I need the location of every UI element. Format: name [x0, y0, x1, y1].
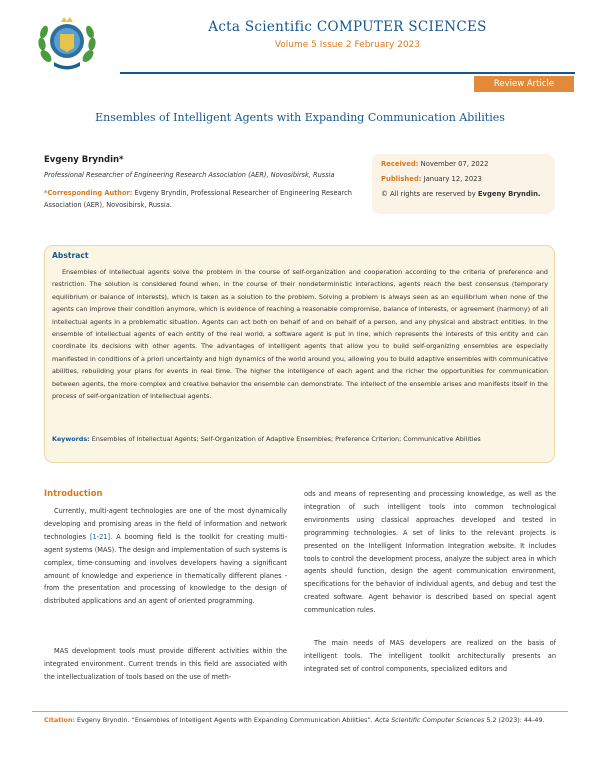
citation-text: Evgeny Bryndin. “Ensembles of Intelligent Agents with Expanding Communication Abilities”.	[77, 716, 373, 724]
copyright-owner: Evgeny Bryndin.	[477, 190, 541, 198]
copyright-line	[381, 187, 555, 202]
published-value: January 12, 2023	[423, 175, 482, 183]
received-label: Received:	[381, 160, 419, 168]
volume-issue-line: Volume 5 Issue 2 February 2023	[274, 40, 421, 50]
citation-footer	[44, 715, 556, 726]
published-date	[381, 172, 555, 187]
abstract-text: Ensembles of intellectual agents solve the problem in the course of self-organization and cooperation according to the criteria of preference and restriction. The solution is considered found when, in the course of their nondeterministic interactions, agents reach the best consensus (temporary equilibrium or balance of interests), which is taken as a solution to the problem. Solving a problem is always seen as an equilibrium when none of the agents can improve their condition anymore, which is evidence of reaching a reasonable compromise, balance of interests, or agreement (harmony) of all intellectual agents in a problematic situation. Agents can act both on behalf of and on behalf of a person, and any physical and abstract entities. In the ensemble of intellectual agents of each entity of the real world, a software agent is put in line, which represents the interests of this entity and can coordinate its decisions with other agents. The advantages of intelligent agents that allow you to build self-organizing ensembles are especially manifested in conditions of a priori uncertainty and high dynamics of the world around you, allowing you to build adaptive ensembles with communicative abilities, rebuilding your plans for events in real time. The higher the intelligence of each agent and the richer the opportunities for communication between agents, the more complex and creative behavior the ensemble can demonstrate. The intellect of the ensemble arises and manifests itself in the process of self-organization of intellectual agents.	[52, 268, 548, 401]
body-paragraph: The main needs of MAS developers are realized on the basis of intelligent tools. The intelligent toolkit architecturally presents an integrated set of control components, specialized editors and	[304, 639, 556, 673]
keywords-text: Ensembles of Intellectual Agents; Self-Organization of Adaptive Ensembles; Preference Criterion; Communicative Abilities	[91, 435, 481, 443]
keywords-label: Keywords:	[52, 435, 90, 443]
copyright-prefix: © All rights are reserved by	[381, 190, 476, 198]
body-paragraph: MAS development tools must provide different activities within the integrated environment. Current trends in this field are associated with the intellectualization of tools based on the use of meth-	[44, 647, 287, 681]
journal-emblem-logo	[36, 12, 98, 74]
introduction-heading: Introduction	[44, 488, 103, 498]
body-paragraph: ods and means of representing and processing knowledge, as well as the integration of such intelligent tools into common technological environments using classical approaches developed and tested in programming technologies. A set of links to the relevant projects is presented on the Intelligent Information Integration website. It includes tools to control the development process, analyze the subject area in which agents should function, design the agent communication environment, specifications for the behavior of individual agents, and debug and test the created software. Agent behavior is described based on special agent communication rules.	[304, 490, 556, 615]
header-divider	[120, 72, 575, 74]
author-affiliation: Professional Researcher of Engineering Research Association (AER), Novosibirsk, Russia	[44, 171, 335, 179]
corresponding-author-label: *Corresponding Author:	[44, 189, 133, 197]
journal-name: Acta Scientific COMPUTER SCIENCES	[208, 19, 487, 35]
citation-reference-link[interactable]: [1-21]	[89, 532, 111, 541]
citation-label: Citation:	[44, 716, 75, 724]
citation-issue: 5.2 (2023): 44-49.	[486, 716, 545, 724]
paragraph-text: Currently, multi-agent technologies are one of the most dynamically developing and promising areas in the field of information and network technologies	[44, 507, 287, 541]
corresponding-author	[44, 188, 364, 211]
published-label: Published:	[381, 175, 422, 183]
corresponding-author-text: Evgeny Bryndin, Professional Researcher of Engineering Research Association (AER), Novosibirsk, Russia.	[44, 189, 352, 209]
article-title: Ensembles of Intelligent Agents with Expanding Communication Abilities	[95, 111, 505, 124]
citation-journal: Acta Scientific Computer Sciences	[374, 716, 485, 724]
body-paragraph	[44, 505, 287, 608]
article-type-badge: Review Article	[474, 76, 574, 92]
received-date	[381, 157, 555, 172]
author-name: Evgeny Bryndin*	[44, 155, 124, 165]
abstract-heading: Abstract	[52, 251, 89, 260]
paragraph-text: . A booming field is the toolkit for creating multi-agent systems (MAS). The design and implementation of such systems is complex, time-consuming and involves developers having a significant amount of knowledge and experience in thematically different planes - from the presentation and processing of knowledge to the design of distributed applications and an agent of oriented programming.	[44, 532, 287, 606]
received-value: November 07, 2022	[420, 160, 489, 168]
footer-divider	[32, 711, 568, 712]
article-dates-box	[372, 154, 555, 214]
keywords	[52, 434, 548, 446]
